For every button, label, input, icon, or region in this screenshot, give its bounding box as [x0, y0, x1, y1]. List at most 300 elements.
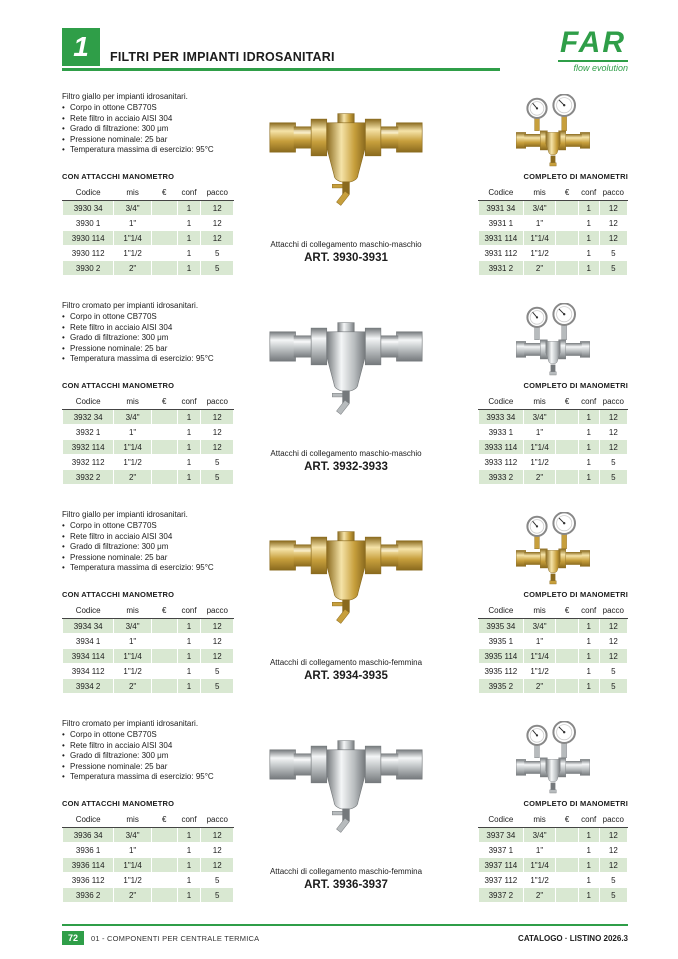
table-row	[63, 201, 234, 216]
section-left-column	[62, 301, 257, 510]
cell: 3935 1	[479, 634, 524, 649]
cell: 1	[578, 649, 599, 664]
cell	[151, 231, 177, 246]
cell: 3936 112	[63, 873, 114, 888]
cell: 3933 1	[479, 425, 524, 440]
table-row	[63, 843, 234, 858]
cell: 3935 2	[479, 679, 524, 694]
cell: 1"	[523, 216, 556, 231]
pressure-gauge	[527, 517, 546, 536]
cell: 3933 2	[479, 470, 524, 485]
title-rule	[62, 68, 500, 71]
connection-caption: Attacchi di collegamento maschio-femmina	[269, 867, 423, 876]
cell: 3934 34	[63, 619, 114, 634]
cell: 1"1/2	[523, 455, 556, 470]
cell: 1	[578, 246, 599, 261]
column-header: Codice	[479, 186, 524, 201]
product-description: Filtro giallo per impianti idrosanitari.	[62, 92, 188, 101]
cell: 3937 114	[479, 858, 524, 873]
cell: 2"	[523, 261, 556, 276]
far-logo-text: FAR	[558, 28, 628, 62]
column-header: pacco	[599, 604, 627, 619]
cell: 1	[578, 216, 599, 231]
cell: 3937 112	[479, 873, 524, 888]
cell: 1	[177, 470, 201, 485]
cell: 1"1/2	[114, 455, 152, 470]
footer-catalog-info: CATALOGO · LISTINO 2026.3	[518, 933, 628, 943]
column-header: conf	[578, 186, 599, 201]
cell: 1	[177, 679, 201, 694]
cell: 1	[578, 440, 599, 455]
table-row	[63, 679, 234, 694]
right-table-label: COMPLETO DI MANOMETRI	[523, 799, 628, 808]
article-number: ART. 3936-3937	[304, 879, 388, 891]
cell	[556, 888, 578, 903]
cell	[151, 634, 177, 649]
page-footer	[62, 924, 628, 945]
table-row	[479, 649, 628, 664]
table-row	[63, 634, 234, 649]
table-row	[479, 664, 628, 679]
column-header: €	[151, 395, 177, 410]
product-description: Filtro cromato per impianti idrosanitari.	[62, 719, 199, 728]
spec-item: • Rete filtro in acciaio AISI 304	[62, 114, 257, 125]
cell: 3934 114	[63, 649, 114, 664]
cell: 1"1/2	[114, 873, 152, 888]
cell	[556, 619, 578, 634]
spec-item: • Rete filtro in acciaio AISI 304	[62, 532, 257, 543]
article-number: ART. 3934-3935	[304, 670, 388, 682]
spec-item: • Pressione nominale: 25 bar	[62, 553, 257, 564]
section-middle-column	[240, 92, 452, 264]
cell: 12	[599, 201, 627, 216]
table-row	[479, 455, 628, 470]
cell	[556, 679, 578, 694]
cell: 1	[177, 649, 201, 664]
spec-item: • Temperatura massima di esercizio: 95°C	[62, 772, 257, 783]
table-row	[479, 843, 628, 858]
column-header: mis	[114, 395, 152, 410]
cell: 1	[578, 470, 599, 485]
cell: 2"	[114, 470, 152, 485]
table-row	[63, 470, 234, 485]
manometer-filter-image	[513, 94, 593, 174]
table-row	[479, 440, 628, 455]
cell: 12	[201, 858, 234, 873]
column-header: €	[151, 604, 177, 619]
table-row	[63, 888, 234, 903]
pressure-gauge	[553, 303, 575, 325]
cell	[556, 425, 578, 440]
cell: 3936 2	[63, 888, 114, 903]
column-header: conf	[177, 186, 201, 201]
column-header: pacco	[201, 186, 234, 201]
spec-item: • Temperatura massima di esercizio: 95°C	[62, 354, 257, 365]
table-row	[63, 858, 234, 873]
cell: 3934 1	[63, 634, 114, 649]
pressure-gauge	[527, 308, 546, 327]
gauge-product-image	[478, 92, 628, 172]
product-image	[240, 92, 452, 238]
column-header: mis	[114, 186, 152, 201]
column-header: Codice	[479, 604, 524, 619]
table-row	[479, 261, 628, 276]
cell: 12	[599, 649, 627, 664]
table-row	[63, 619, 234, 634]
column-header: mis	[523, 186, 556, 201]
price-table-left	[62, 813, 234, 903]
cell: 12	[201, 216, 234, 231]
spec-item: • Corpo in ottone CB770S	[62, 730, 257, 741]
cell: 12	[201, 201, 234, 216]
spec-list	[62, 730, 257, 783]
cell: 3/4"	[114, 619, 152, 634]
cell: 1"1/4	[114, 858, 152, 873]
cell: 1"	[114, 216, 152, 231]
cell: 12	[599, 619, 627, 634]
column-header: conf	[578, 395, 599, 410]
column-header: €	[151, 813, 177, 828]
left-table-label: CON ATTACCHI MANOMETRO	[62, 590, 175, 599]
cell: 1	[177, 246, 201, 261]
cell: 1	[177, 634, 201, 649]
column-header: Codice	[63, 604, 114, 619]
column-header: mis	[523, 813, 556, 828]
cell	[556, 246, 578, 261]
column-header: Codice	[63, 813, 114, 828]
cell: 5	[201, 455, 234, 470]
column-header: Codice	[63, 395, 114, 410]
cell: 12	[201, 410, 234, 425]
cell: 3930 112	[63, 246, 114, 261]
right-table-label: COMPLETO DI MANOMETRI	[523, 381, 628, 390]
cell: 3931 1	[479, 216, 524, 231]
table-row	[479, 410, 628, 425]
cell	[151, 440, 177, 455]
column-header: pacco	[201, 604, 234, 619]
column-header: conf	[177, 604, 201, 619]
table-row	[479, 201, 628, 216]
cell: 1	[578, 664, 599, 679]
cell: 3933 112	[479, 455, 524, 470]
product-section	[62, 510, 628, 719]
cell: 3931 34	[479, 201, 524, 216]
cell: 12	[201, 440, 234, 455]
cell: 5	[599, 455, 627, 470]
spec-item: • Corpo in ottone CB770S	[62, 103, 257, 114]
cell: 1"	[523, 634, 556, 649]
table-row	[479, 828, 628, 843]
cell: 1	[177, 410, 201, 425]
cell: 1	[177, 231, 201, 246]
filter-valve-image	[268, 722, 424, 862]
gauge-product-image	[478, 510, 628, 590]
far-logo-tagline: flow evolution	[573, 63, 628, 73]
header-row	[63, 813, 234, 828]
cell: 1"1/4	[114, 440, 152, 455]
cell	[556, 873, 578, 888]
table-row	[63, 261, 234, 276]
column-header: €	[151, 186, 177, 201]
cell: 1	[578, 619, 599, 634]
cell: 12	[201, 649, 234, 664]
cell: 1	[177, 440, 201, 455]
table-row	[479, 619, 628, 634]
gauge-product-image	[478, 719, 628, 799]
cell: 1	[177, 888, 201, 903]
table-row	[63, 873, 234, 888]
cell	[556, 231, 578, 246]
cell: 2"	[523, 679, 556, 694]
price-table-right	[478, 813, 628, 903]
cell	[151, 216, 177, 231]
cell: 5	[201, 246, 234, 261]
cell	[151, 619, 177, 634]
cell: 1"1/4	[523, 858, 556, 873]
section-left-column	[62, 719, 257, 928]
manometer-filter-image	[513, 721, 593, 801]
cell	[151, 888, 177, 903]
right-table-label: COMPLETO DI MANOMETRI	[523, 172, 628, 181]
cell: 5	[201, 873, 234, 888]
cell	[151, 858, 177, 873]
spec-item: • Pressione nominale: 25 bar	[62, 344, 257, 355]
header-row	[479, 395, 628, 410]
section-right-column	[478, 92, 628, 301]
column-header: pacco	[201, 395, 234, 410]
column-header: mis	[523, 395, 556, 410]
price-table-right	[478, 604, 628, 694]
section-middle-column	[240, 301, 452, 473]
header-row	[63, 186, 234, 201]
cell: 1"1/2	[523, 664, 556, 679]
spec-list	[62, 521, 257, 574]
cell	[151, 664, 177, 679]
cell: 1	[578, 231, 599, 246]
header-row	[63, 395, 234, 410]
pressure-gauge	[527, 99, 546, 118]
spec-item: • Grado di filtrazione: 300 μm	[62, 333, 257, 344]
cell: 3936 34	[63, 828, 114, 843]
filter-valve-image	[268, 304, 424, 444]
column-header: €	[556, 186, 578, 201]
spec-item: • Pressione nominale: 25 bar	[62, 762, 257, 773]
cell: 3934 112	[63, 664, 114, 679]
section-left-column	[62, 92, 257, 301]
cell	[151, 201, 177, 216]
cell	[556, 410, 578, 425]
cell	[556, 828, 578, 843]
cell: 5	[201, 679, 234, 694]
cell: 12	[599, 634, 627, 649]
section-right-column	[478, 510, 628, 719]
far-logo	[508, 28, 628, 73]
spec-list	[62, 103, 257, 156]
cell: 1"1/4	[114, 231, 152, 246]
cell: 3/4"	[114, 201, 152, 216]
table-row	[479, 873, 628, 888]
page-title: FILTRI PER IMPIANTI IDROSANITARI	[110, 50, 335, 64]
left-table-label: CON ATTACCHI MANOMETRO	[62, 381, 175, 390]
cell: 1	[177, 216, 201, 231]
cell: 1"1/4	[523, 649, 556, 664]
table-row	[63, 246, 234, 261]
cell: 3937 1	[479, 843, 524, 858]
column-header: conf	[177, 813, 201, 828]
table-row	[479, 246, 628, 261]
cell: 1"1/4	[114, 649, 152, 664]
price-table-left	[62, 604, 234, 694]
table-row	[63, 216, 234, 231]
product-description: Filtro cromato per impianti idrosanitari.	[62, 301, 199, 310]
cell	[556, 649, 578, 664]
cell	[556, 201, 578, 216]
table-row	[63, 440, 234, 455]
cell: 2"	[114, 888, 152, 903]
cell: 5	[201, 664, 234, 679]
cell: 3932 1	[63, 425, 114, 440]
manometer-filter-image	[513, 512, 593, 592]
table-row	[63, 410, 234, 425]
cell: 12	[201, 828, 234, 843]
cell: 1	[578, 679, 599, 694]
cell	[151, 470, 177, 485]
column-header: pacco	[201, 813, 234, 828]
table-row	[479, 679, 628, 694]
cell	[151, 425, 177, 440]
cell: 3936 114	[63, 858, 114, 873]
column-header: conf	[177, 395, 201, 410]
cell: 1"1/4	[523, 440, 556, 455]
spec-item: • Grado di filtrazione: 300 μm	[62, 124, 257, 135]
pressure-gauge	[553, 721, 575, 743]
cell: 3/4"	[523, 828, 556, 843]
cell: 1	[578, 873, 599, 888]
table-row	[63, 828, 234, 843]
cell: 1	[177, 455, 201, 470]
column-header: conf	[578, 604, 599, 619]
cell	[151, 873, 177, 888]
section-middle-column	[240, 719, 452, 891]
column-header: mis	[523, 604, 556, 619]
cell: 5	[599, 246, 627, 261]
cell: 1"	[114, 634, 152, 649]
product-description: Filtro giallo per impianti idrosanitari.	[62, 510, 188, 519]
cell: 1	[177, 664, 201, 679]
cell	[556, 843, 578, 858]
column-header: conf	[578, 813, 599, 828]
cell: 12	[201, 634, 234, 649]
spec-item: • Grado di filtrazione: 300 μm	[62, 751, 257, 762]
cell: 1"	[523, 425, 556, 440]
column-header: €	[556, 813, 578, 828]
cell	[556, 216, 578, 231]
gauge-product-image	[478, 301, 628, 381]
cell: 12	[599, 843, 627, 858]
table-row	[479, 858, 628, 873]
table-row	[479, 470, 628, 485]
filter-valve-image	[268, 95, 424, 235]
cell: 1	[578, 634, 599, 649]
cell: 3932 112	[63, 455, 114, 470]
article-number: ART. 3930-3931	[304, 252, 388, 264]
footer-section-title: 01 - COMPONENTI PER CENTRALE TERMICA	[91, 933, 260, 943]
cell	[151, 828, 177, 843]
connection-caption: Attacchi di collegamento maschio-maschio	[270, 449, 422, 458]
column-header: pacco	[599, 813, 627, 828]
cell: 5	[599, 888, 627, 903]
page-number-badge: 72	[62, 931, 84, 945]
cell	[151, 649, 177, 664]
product-section	[62, 301, 628, 510]
cell: 1"1/2	[523, 873, 556, 888]
cell: 1"	[114, 843, 152, 858]
article-number: ART. 3932-3933	[304, 461, 388, 473]
cell: 1	[177, 858, 201, 873]
cell: 3/4"	[114, 410, 152, 425]
price-table-left	[62, 186, 234, 276]
cell: 1"1/2	[523, 246, 556, 261]
cell: 1	[177, 201, 201, 216]
spec-item: • Temperatura massima di esercizio: 95°C	[62, 145, 257, 156]
cell	[556, 261, 578, 276]
cell: 1"1/2	[114, 664, 152, 679]
cell: 1	[578, 843, 599, 858]
pressure-gauge	[553, 94, 575, 116]
cell: 3932 34	[63, 410, 114, 425]
connection-caption: Attacchi di collegamento maschio-maschio	[270, 240, 422, 249]
table-row	[63, 664, 234, 679]
product-section	[62, 92, 628, 301]
cell: 1"1/2	[114, 246, 152, 261]
column-header: €	[556, 604, 578, 619]
section-right-column	[478, 719, 628, 928]
cell	[151, 246, 177, 261]
cell: 3930 2	[63, 261, 114, 276]
cell: 12	[201, 231, 234, 246]
cell: 3931 114	[479, 231, 524, 246]
cell: 2"	[114, 679, 152, 694]
cell: 1	[578, 455, 599, 470]
table-row	[479, 425, 628, 440]
spec-item: • Grado di filtrazione: 300 μm	[62, 542, 257, 553]
cell: 1"1/4	[523, 231, 556, 246]
product-image	[240, 719, 452, 865]
cell: 3932 2	[63, 470, 114, 485]
column-header: mis	[114, 604, 152, 619]
table-row	[63, 231, 234, 246]
header-row	[479, 813, 628, 828]
cell: 3930 34	[63, 201, 114, 216]
cell: 5	[599, 664, 627, 679]
cell: 3930 1	[63, 216, 114, 231]
cell: 12	[599, 410, 627, 425]
cell: 2"	[114, 261, 152, 276]
product-image	[240, 510, 452, 656]
filter-valve-image	[268, 513, 424, 653]
cell: 5	[201, 261, 234, 276]
cell: 12	[201, 843, 234, 858]
header-row	[479, 186, 628, 201]
page-header	[62, 28, 628, 88]
column-header: mis	[114, 813, 152, 828]
cell: 1	[578, 888, 599, 903]
header-row	[63, 604, 234, 619]
cell: 5	[599, 873, 627, 888]
cell: 3/4"	[523, 201, 556, 216]
pressure-gauge	[553, 512, 575, 534]
cell: 3930 114	[63, 231, 114, 246]
